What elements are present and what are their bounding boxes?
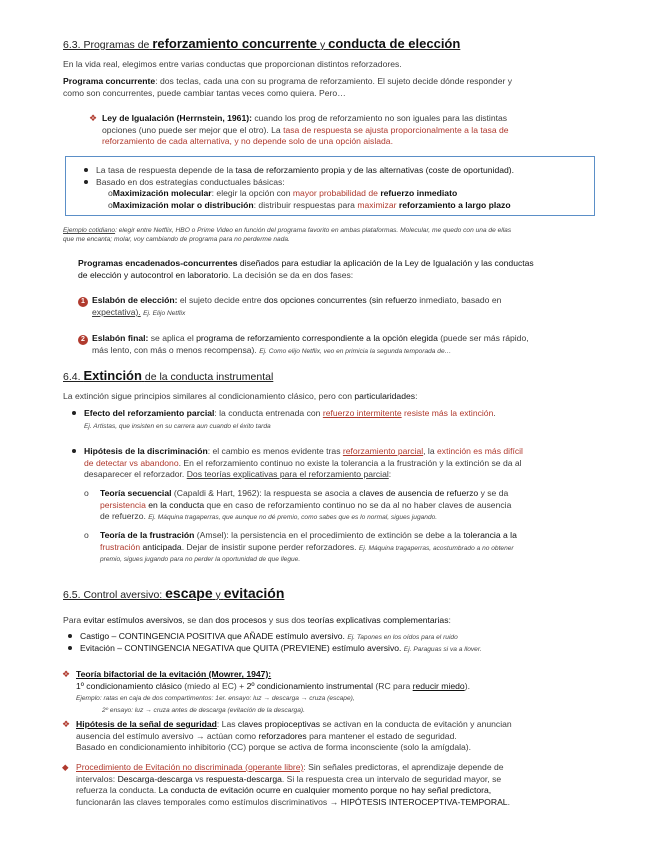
text: (RC para [375, 680, 411, 691]
text: inmediato, basado en [419, 295, 502, 305]
number-one-icon: 1 [78, 297, 88, 307]
text: (puede ser más rápido, [440, 333, 529, 343]
text: reducir miedo [412, 680, 465, 691]
section-6-4-heading [63, 368, 593, 385]
text: Evitación – CONTINGENCIA NEGATIVA que QUITA (PREVIENE) estímulo aversivo. [80, 642, 402, 653]
text: de refuerzo. [100, 511, 146, 522]
text: La conducta de evitación ocurre en cualquier momento porque no hay señal predictora, [158, 785, 492, 796]
ley-igualacion-paragraph [84, 113, 594, 148]
text: Teoría secuencial [100, 488, 172, 498]
teoria-bifactorial [62, 669, 594, 715]
text: Ej. Tapones en los oídos para el ruido [347, 634, 458, 641]
text: Teoría de la frustración [100, 530, 195, 540]
text: desaparecer el reforzador. [84, 469, 185, 480]
text: : Las [216, 719, 236, 729]
text: como son concurrentes, puede cambiar tantas veces como quiera. Pero… [63, 87, 346, 98]
text: Teoría bifactorial de la evitación (Mowrer, 1947): [76, 669, 272, 679]
text: . Si la respuesta crea un intervalo de seguridad mayor, se [281, 773, 502, 784]
text: para mantener el estado de seguridad. [309, 730, 457, 741]
text: Efecto del reforzamiento parcial [84, 408, 215, 418]
diamond-bullet-icon: ❖ [62, 669, 71, 679]
text: escape [165, 585, 213, 601]
text: 6.5. [63, 589, 81, 601]
text: ). [464, 680, 470, 691]
text: (Capaldi & Hart, 1962): la respuesta se asocia a [173, 488, 357, 498]
bullet-icon [72, 449, 76, 453]
diamond-bullet-icon: ❖ [62, 719, 71, 729]
text: refuerzo inmediato [380, 188, 458, 199]
text: : distribuir respuestas para [253, 199, 355, 210]
text: reforzamiento parcial [342, 446, 424, 456]
text: La tasa de respuesta depende de la [96, 165, 234, 175]
text: que en caso de reforzamiento continuo no se da al no haber claves de ausencia [206, 499, 512, 510]
text: . Dejar de insistir supone perder reforzadores. [181, 541, 357, 552]
text: tasa de respuesta [283, 124, 352, 135]
text: Basado en dos estrategias conductuales básicas: [96, 176, 285, 187]
diamond-bullet-icon: ❖ [88, 113, 98, 123]
intro-paragraph: En la vida real, elegimos entre varias conductas que proporcionan distintos reforzadores. [63, 59, 402, 69]
bullet-icon [72, 411, 76, 415]
text: premio, sigues jugando para no perder la oportunidad de que llegue. [100, 556, 301, 564]
text: : Sin señales predictoras, el aprendizaje depende de [303, 762, 504, 772]
text: se aplica el [150, 333, 194, 343]
text: 2º condicionamiento instrumental [246, 680, 373, 691]
text: Ej. Máquina tragaperras, acostumbrado a no obtener [358, 544, 514, 552]
text: : la conducta entrenada con [214, 408, 321, 418]
text: más lento, con más o menos recompensa). [92, 345, 257, 355]
heading-number: 6.3. [63, 39, 81, 51]
text: que me encanta; molar, voy cambiando de programa para no perderme nada. [63, 236, 290, 243]
text: reforzamiento a largo plazo [398, 199, 511, 210]
text: dos procesos [215, 615, 267, 625]
heading-title-1: reforzamiento concurrente [152, 36, 318, 51]
text: 2º ensayo: luz → cruza antes de descarga (evitación de la descarga). [102, 706, 305, 714]
text: 1º condicionamiento clásico [76, 680, 182, 691]
text: programa de reforzamiento correspondiente a la opción elegida [196, 333, 438, 343]
programas-encadenados-paragraph [78, 258, 593, 281]
term-label: Programa concurrente [63, 76, 156, 86]
text: : elegir entre Netflix, HBO o Prime Video en función del programa favorito en ambas plataformas. Molecular, me quedo con una de ellas [115, 227, 512, 234]
text: maximizar [357, 199, 397, 210]
text: . [493, 408, 496, 418]
circle-bullet-icon: o [84, 530, 89, 540]
box-bullet [80, 165, 590, 177]
text: Ejemplo: ratas en caja de dos compartimentos: 1er. ensayo: luz → descarga → cruza (escape), [76, 695, 355, 703]
text: y se da [480, 488, 509, 498]
hipotesis-discriminacion [68, 446, 593, 481]
procesos-list [64, 631, 594, 654]
text: 6.4. [63, 371, 81, 383]
text: diseñados para estudiar la aplicación de la Ley de Igualación y las conductas [239, 258, 534, 268]
text: Castigo – CONTINGENCIA POSITIVA que AÑADE estímulo aversivo. [80, 631, 345, 641]
circle-bullet-icon: o [84, 488, 89, 498]
text: Maximización molar o distribución [112, 199, 254, 210]
procedimiento-evitacion [62, 762, 594, 808]
text: tolerancia a la [463, 530, 517, 540]
box-bullet [80, 177, 590, 189]
text: cuando los prog de reforzamiento no son iguales para las distintas [254, 113, 508, 123]
text: : [388, 469, 392, 480]
text: : el cambio es menos evidente tras [207, 446, 341, 456]
text: opciones (uno puede ser mejor que el otro). La [102, 124, 281, 135]
text: Ej. Artistas, que insisten en su carrera aun cuando el éxito tarda [84, 422, 271, 430]
text: el sujeto decide entre [179, 295, 262, 305]
text: (miedo al EC) + [184, 680, 245, 691]
text: Descarga-descarga [117, 773, 193, 784]
text: Para [63, 615, 82, 625]
text: claves propioceptivas [237, 719, 321, 729]
text: Programas encadenados-concurrentes [78, 258, 238, 268]
text: en la conducta [148, 499, 205, 510]
text: Hipótesis de la señal de seguridad [76, 719, 217, 729]
text: refuerzo intermitente [322, 408, 402, 418]
text: de la conducta instrumental [144, 371, 274, 383]
summary-box-content [80, 165, 590, 211]
text: (Amsel): la persistencia en el procedimiento de extinción se debe a la [196, 530, 461, 540]
text: y [215, 589, 221, 601]
text: claves de ausencia de refuerzo [359, 488, 479, 498]
text: extinción es más difícil [437, 446, 523, 456]
text: Procedimiento de Evitación no discriminada (operante libre) [76, 762, 304, 772]
programa-concurrente-paragraph [63, 76, 593, 99]
bullet-icon [84, 180, 88, 184]
list-item [64, 631, 594, 643]
text: evitación [223, 585, 285, 601]
text: Eslabón final: [92, 333, 149, 343]
eslabon-final [78, 333, 593, 357]
text: Extinción [83, 368, 142, 383]
text: : [415, 391, 418, 401]
teoria-secuencial [84, 488, 593, 523]
heading-prefix: Programas de [83, 39, 150, 51]
text: . La decisión se da en dos fases: [228, 269, 354, 280]
text: : [448, 615, 451, 625]
section-6-3-heading [63, 36, 593, 53]
bullet-icon [68, 646, 72, 650]
text: mayor probabilidad de [292, 188, 378, 199]
text: se ajusta proporcionalmente a la [353, 124, 478, 135]
ejemplo-cotidiano [63, 226, 593, 244]
text: tasa de reforzamiento propia y de las alternativas (coste de oportunidad). [235, 165, 515, 175]
extincion-intro [63, 391, 593, 403]
text: se activan en la conducta de evitación y anuncian [322, 719, 512, 729]
text: Ej. Paraguas si va a llover. [403, 645, 482, 653]
text: dos opciones concurrentes (sin refuerzo [263, 295, 417, 305]
text: refuerza la conducta. [76, 785, 157, 796]
number-two-icon: 2 [78, 335, 88, 345]
text: ausencia del estímulo aversivo → actúan como [76, 730, 257, 741]
text: expectativa). [92, 307, 141, 317]
text: de cada alternativa, y no depende solo de una opción aislada. [156, 136, 393, 147]
text: de detectar vs abandono [84, 457, 179, 468]
text: teorías explicativas complementarias [307, 615, 449, 625]
heading-and: y [319, 39, 326, 51]
text: HIPÓTESIS INTEROCEPTIVA-TEMPORAL [340, 796, 508, 807]
text: Hipótesis de la discriminación [84, 446, 208, 456]
text: reforzamiento [102, 136, 155, 147]
heading-title-2: conducta de elección [328, 36, 461, 51]
term-label: Ley de Igualación (Herrnstein, 1961): [102, 113, 252, 123]
text: de elección y autocontrol en laboratorio [78, 269, 229, 280]
list-item [64, 643, 594, 655]
text: Basado en condicionamiento inhibitorio (CC) porque se activa de forma inconsciente (solo la amígdala). [76, 742, 472, 753]
control-aversivo-intro [63, 615, 593, 627]
text: y sus dos [268, 615, 306, 625]
text: Control aversivo: [83, 589, 163, 601]
text: frustración [100, 541, 141, 552]
eslabon-eleccion [78, 295, 593, 319]
bullet-icon [84, 168, 88, 172]
text: reforzadores [258, 730, 307, 741]
text: Ej. Elijo Netflix [143, 310, 186, 317]
diamond-icon: ◆ [62, 762, 69, 772]
section-6-5-heading [63, 585, 593, 603]
text: intervalos: [76, 773, 116, 784]
teoria-frustracion [84, 530, 593, 565]
text: Eslabón de elección: [92, 295, 178, 305]
text: vs [194, 773, 204, 784]
text: : dos teclas, cada una con su programa de reforzamiento. El sujeto decide dónde responder y [155, 76, 513, 86]
text: funcionarán las claves temporales como estímulos discriminativos → [76, 796, 339, 807]
hipotesis-senal-seguridad [62, 719, 594, 754]
text: tasa de [480, 124, 509, 135]
text: particularidades [354, 391, 416, 401]
text: La extinción sigue principios similares al condicionamiento clásico, pero con [63, 391, 352, 401]
text: Ej. Como elijo Netflix, veo en primicia la segunda temporada de… [259, 348, 452, 355]
text: : elegir la opción con [211, 188, 291, 199]
text: evitar estímulos aversivos [83, 615, 183, 625]
text: Ej. Máquina tragaperras, que aunque no dé premio, como sabes que es lo normal, sigues jugando. [148, 514, 438, 522]
text: Dos teorías explicativas para el reforzamiento parcial [186, 469, 389, 480]
text: Ejemplo cotidiano [63, 227, 116, 234]
text: respuesta-descarga [205, 773, 282, 784]
box-sub-bullet: oMaximización molecular: elegir la opción con mayor probabilidad de refuerzo inmediato [108, 188, 458, 199]
text: , se dan [182, 615, 213, 625]
bullet-icon [68, 634, 72, 638]
text: resiste más la extinción [404, 408, 494, 418]
text: persistencia [100, 499, 146, 510]
text: , la [423, 446, 435, 456]
box-sub-bullet: oMaximización molar o distribución: distribuir respuestas para maximizar reforzamiento a largo plazo [108, 199, 511, 210]
text: Maximización molecular [112, 188, 212, 199]
text: . En el reforzamiento continuo no existe la tolerancia a la frustración y la extinción se da al [178, 457, 522, 468]
text: anticipada [142, 541, 182, 552]
efecto-reforzamiento-parcial [68, 408, 593, 431]
text: . [507, 796, 510, 807]
